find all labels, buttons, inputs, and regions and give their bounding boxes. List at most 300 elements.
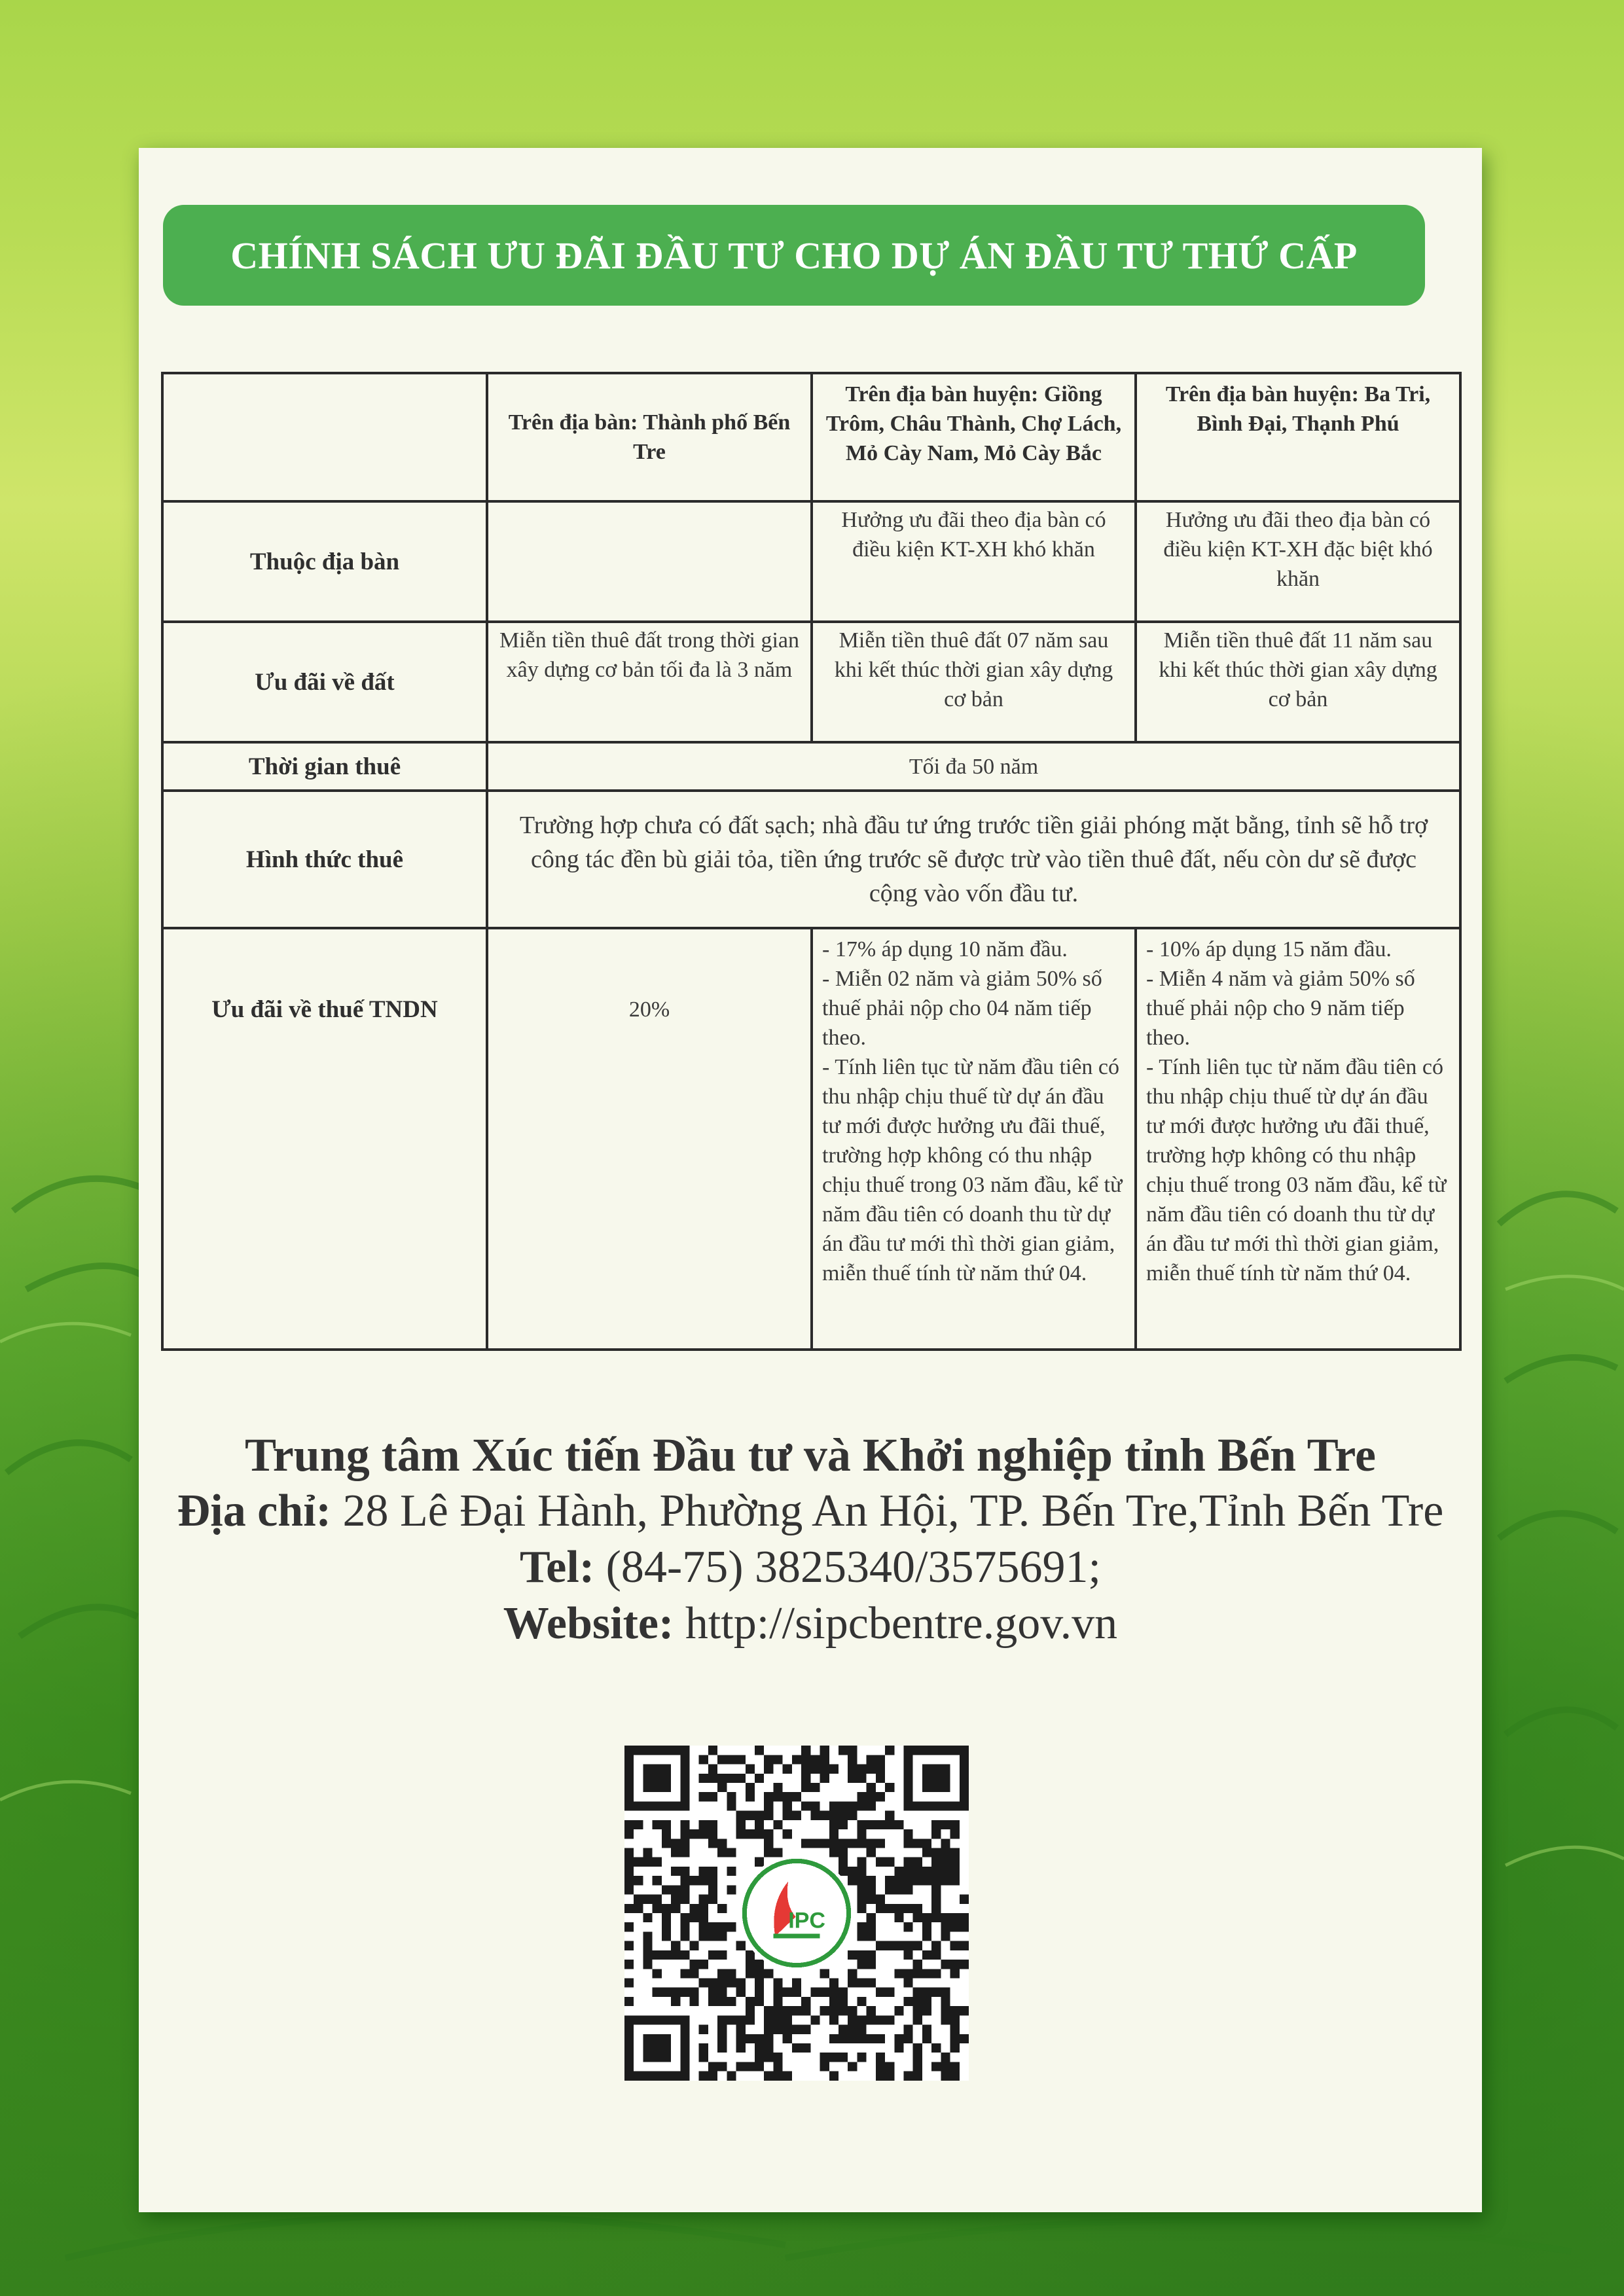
qr-module: [903, 2034, 912, 2043]
qr-module: [894, 1885, 903, 1894]
qr-module: [783, 2034, 792, 2043]
qr-module: [690, 1913, 699, 1922]
qr-module: [857, 1997, 866, 2006]
qr-module: [848, 1969, 857, 1978]
qr-module: [839, 2006, 848, 2015]
qr-module: [950, 1913, 960, 1922]
qr-module: [950, 1820, 960, 1829]
qr-module: [885, 1811, 894, 1820]
qr-module: [690, 1876, 699, 1885]
qr-module: [773, 1988, 782, 1997]
qr-module: [820, 2006, 829, 2015]
qr-module: [643, 1960, 652, 1969]
qr-module: [922, 2025, 931, 2034]
qr-module: [960, 1941, 969, 1950]
qr-module: [894, 1867, 903, 1876]
qr-module: [662, 1820, 671, 1829]
qr-module: [680, 1913, 689, 1922]
qr-module: [950, 2025, 960, 2034]
qr-module: [950, 2043, 960, 2053]
qr-module: [764, 1839, 773, 1848]
qr-module: [810, 2015, 820, 2024]
qr-module: [839, 1746, 848, 1755]
qr-module: [746, 1783, 755, 1792]
qr-module: [913, 1960, 922, 1969]
qr-module: [885, 1820, 894, 1829]
qr-module: [773, 1755, 782, 1764]
qr-module: [708, 1839, 717, 1848]
qr-module: [801, 2006, 810, 2015]
qr-module: [885, 1783, 894, 1792]
qr-module: [624, 1885, 634, 1894]
qr-module: [941, 1960, 950, 1969]
qr-module: [848, 1979, 857, 1988]
qr-module: [746, 1997, 755, 2006]
qr-module: [857, 1904, 866, 1913]
qr-module: [717, 2034, 727, 2043]
header-cell-empty: [162, 373, 487, 501]
qr-module: [717, 1755, 727, 1764]
qr-module: [717, 1783, 727, 1792]
qr-module: [755, 1820, 764, 1829]
qr-module: [876, 1792, 885, 1801]
qr-module: [792, 1755, 801, 1764]
qr-module: [643, 1950, 652, 1960]
qr-module: [867, 1895, 876, 1904]
qr-module: [867, 2015, 876, 2024]
qr-module: [922, 1969, 931, 1978]
qr-module: [903, 1876, 912, 1885]
qr-module: [829, 1820, 839, 1829]
qr-module: [634, 1820, 643, 1829]
qr-module: [848, 1950, 857, 1960]
qr-module: [680, 1885, 689, 1894]
qr-module: [671, 1997, 680, 2006]
qr-module: [717, 1950, 727, 1960]
qr-module: [894, 1876, 903, 1885]
qr-module: [913, 1857, 922, 1867]
qr-module: [801, 1801, 810, 1810]
title-banner: [163, 205, 1425, 306]
qr-module: [708, 1950, 717, 1960]
qr-module: [867, 1950, 876, 1960]
qr-module: [792, 1988, 801, 1997]
qr-module: [671, 1895, 680, 1904]
qr-module: [913, 2006, 922, 2015]
qr-module: [717, 1997, 727, 2006]
qr-module: [773, 1979, 782, 1988]
qr-module: [857, 1876, 866, 1885]
qr-module: [801, 1997, 810, 2006]
qr-module: [950, 1922, 960, 1931]
qr-module: [876, 1941, 885, 1950]
header-cell-ben-tre-city: Trên địa bàn: Thành phố Bến Tre: [487, 373, 812, 501]
qr-module: [764, 1969, 773, 1978]
qr-module: [717, 2015, 727, 2024]
qr-module: [950, 1829, 960, 1839]
qr-module: [931, 1941, 941, 1950]
qr-module: [624, 1820, 634, 1829]
qr-module: [857, 1885, 866, 1894]
qr-module: [810, 1839, 820, 1848]
qr-module: [950, 1857, 960, 1867]
qr-module: [634, 1857, 643, 1867]
qr-module: [699, 2043, 708, 2053]
investment-incentive-table: [161, 372, 1462, 1351]
qr-module: [894, 2006, 903, 2015]
header-cell-districts-group-1: Trên địa bàn huyện: Giồng Trôm, Châu Thành, Chợ Lách, Mỏ Cày Nam, Mỏ Cày Bắc: [812, 373, 1136, 501]
qr-module: [950, 1867, 960, 1876]
qr-module: [624, 1904, 634, 1913]
qr-module: [764, 1755, 773, 1764]
cell-thue-c1: 20%: [487, 928, 812, 1350]
table-row: [162, 622, 1460, 742]
qr-module: [931, 1848, 941, 1857]
qr-module: [680, 1969, 689, 1978]
qr-module: [876, 2062, 885, 2071]
qr-module: [690, 1960, 699, 1969]
qr-module: [727, 1997, 736, 2006]
qr-module: [867, 1913, 876, 1922]
qr-module: [839, 1988, 848, 1997]
qr-module: [913, 1913, 922, 1922]
qr-module: [931, 1904, 941, 1913]
qr-module: [857, 1922, 866, 1931]
qr-module: [671, 1988, 680, 1997]
qr-module: [848, 2034, 857, 2043]
qr-module: [867, 1820, 876, 1829]
sipc-logo: [739, 1856, 854, 1971]
qr-module: [950, 1969, 960, 1978]
qr-module: [708, 1867, 717, 1876]
qr-module: [727, 1885, 736, 1894]
qr-module: [820, 1839, 829, 1848]
qr-module: [885, 1746, 894, 1755]
qr-module: [848, 1839, 857, 1848]
qr-module: [857, 1857, 866, 1867]
qr-module: [894, 2043, 903, 2053]
list-item: - 10% áp dụng 15 năm đầu.: [1146, 937, 1392, 961]
qr-module: [876, 1765, 885, 1774]
qr-module: [662, 1904, 671, 1913]
qr-module: [690, 1904, 699, 1913]
qr-module: [662, 1885, 671, 1894]
qr-module: [717, 2025, 727, 2034]
qr-module: [941, 2072, 950, 2081]
qr-module: [820, 1811, 829, 1820]
qr-module: [848, 2015, 857, 2024]
qr-module: [764, 1829, 773, 1839]
qr-module: [746, 2062, 755, 2071]
qr-module: [867, 1783, 876, 1792]
qr-module: [913, 2053, 922, 2062]
qr-module: [839, 1857, 848, 1867]
qr-module: [764, 2053, 773, 2062]
qr-module: [801, 1765, 810, 1774]
qr-module: [876, 2072, 885, 2081]
qr-module: [773, 1783, 782, 1792]
qr-module: [829, 1979, 839, 1988]
qr-module: [783, 1811, 792, 1820]
row-label-dia-ban: Thuộc địa bàn: [162, 501, 487, 622]
qr-module: [680, 1922, 689, 1931]
website-line: [139, 1596, 1482, 1652]
qr-module: [699, 1895, 708, 1904]
qr-module: [876, 1755, 885, 1764]
qr-module: [941, 1988, 950, 1997]
qr-module: [829, 2034, 839, 2043]
qr-module: [950, 2072, 960, 2081]
qr-module: [903, 1857, 912, 1867]
qr-module: [931, 1867, 941, 1876]
qr-module: [931, 1950, 941, 1960]
qr-module: [727, 2015, 736, 2024]
qr-module: [903, 1969, 912, 1978]
qr-module: [783, 2006, 792, 2015]
qr-module: [708, 1931, 717, 1941]
qr-module: [792, 2025, 801, 2034]
qr-module: [941, 2015, 950, 2024]
qr-module: [867, 1931, 876, 1941]
qr-module: [773, 1997, 782, 2006]
qr-module: [857, 1895, 866, 1904]
qr-module: [653, 1969, 662, 1978]
qr-module: [727, 1792, 736, 1801]
qr-module: [783, 1765, 792, 1774]
qr-module: [717, 1774, 727, 1783]
qr-module: [755, 1988, 764, 1997]
qr-module: [680, 1931, 689, 1941]
qr-module: [876, 1895, 885, 1904]
qr-module: [903, 1829, 912, 1839]
qr-module: [903, 1867, 912, 1876]
qr-module: [820, 2053, 829, 2062]
qr-module: [746, 1765, 755, 1774]
qr-module: [764, 1811, 773, 1820]
qr-module: [708, 1765, 717, 1774]
qr-code[interactable]: [624, 1745, 969, 2081]
qr-module: [885, 2072, 894, 2081]
qr-module: [903, 1979, 912, 1988]
qr-module: [839, 2025, 848, 2034]
qr-module: [671, 1950, 680, 1960]
qr-module: [736, 1941, 746, 1950]
qr-module: [876, 2015, 885, 2024]
qr-module: [708, 1885, 717, 1894]
qr-module: [764, 2006, 773, 2015]
qr-module: [867, 2034, 876, 2043]
qr-module: [810, 1988, 820, 1997]
qr-module: [867, 1922, 876, 1931]
qr-module: [699, 1755, 708, 1764]
qr-module: [839, 1801, 848, 1810]
qr-module: [801, 1839, 810, 1848]
qr-module: [941, 1931, 950, 1941]
qr-module: [773, 2015, 782, 2024]
qr-module: [960, 1922, 969, 1931]
cell-dia-ban-c3: Hưởng ưu đãi theo địa bàn có điều kiện KT-XH đặc biệt khó khăn: [1136, 501, 1460, 622]
qr-module: [624, 1848, 634, 1857]
table-row: [162, 791, 1460, 928]
qr-module: [736, 1988, 746, 1997]
qr-module: [857, 1774, 866, 1783]
qr-module: [680, 1848, 689, 1857]
row-label-dat: Ưu đãi về đất: [162, 622, 487, 742]
qr-module: [867, 1876, 876, 1885]
qr-module: [746, 1960, 755, 1969]
qr-module: [643, 1913, 652, 1922]
qr-module: [931, 1829, 941, 1839]
qr-module: [857, 2053, 866, 2062]
qr-module: [624, 1941, 634, 1950]
qr-module: [913, 1969, 922, 1978]
row-label-thue: Ưu đãi về thuế TNDN: [162, 928, 487, 1350]
qr-module: [950, 1941, 960, 1950]
qr-module: [829, 2015, 839, 2024]
header-cell-districts-group-2: Trên địa bàn huyện: Ba Tri, Bình Đại, Thạnh Phú: [1136, 373, 1460, 501]
qr-module: [653, 1876, 662, 1885]
cell-dat-c1: Miễn tiền thuê đất trong thời gian xây dựng cơ bản tối đa là 3 năm: [487, 622, 812, 742]
cell-dia-ban-c1: [487, 501, 812, 622]
qr-module: [671, 1941, 680, 1950]
qr-module: [960, 1895, 969, 1904]
qr-module: [885, 1857, 894, 1867]
qr-module: [913, 2015, 922, 2024]
qr-module: [727, 1848, 736, 1857]
table-row: [162, 742, 1460, 791]
qr-module: [867, 1960, 876, 1969]
qr-module: [885, 1885, 894, 1894]
qr-module: [839, 1997, 848, 2006]
qr-module: [662, 1913, 671, 1922]
cell-hinh-thuc-value: Trường hợp chưa có đất sạch; nhà đầu tư ứng trước tiền giải phóng mặt bằng, tỉnh sẽ hỗ trợ công tác đền bù giải tỏa, tiền ứng trước sẽ được trừ vào tiền thuê đất, nếu còn dư sẽ được cộng vào vốn đầu tư.: [487, 791, 1460, 928]
qr-module: [876, 1988, 885, 1997]
qr-module: [764, 2043, 773, 2053]
qr-module: [941, 1922, 950, 1931]
qr-module: [931, 1913, 941, 1922]
cell-dat-c2: Miễn tiền thuê đất 07 năm sau khi kết thúc thời gian xây dựng cơ bản: [812, 622, 1136, 742]
qr-module: [829, 1839, 839, 1848]
qr-module: [717, 1988, 727, 1997]
qr-module: [913, 1997, 922, 2006]
organization-name: Trung tâm Xúc tiến Đầu tư và Khởi nghiệp tỉnh Bến Tre: [245, 1429, 1376, 1481]
qr-module: [950, 1960, 960, 1969]
qr-module: [857, 1979, 866, 1988]
qr-module: [671, 1904, 680, 1913]
qr-module: [736, 2015, 746, 2024]
qr-module: [931, 1988, 941, 1997]
qr-module: [662, 1988, 671, 1997]
qr-module: [903, 1839, 912, 1848]
qr-module: [857, 1765, 866, 1774]
qr-module: [736, 2025, 746, 2034]
qr-module: [699, 2053, 708, 2062]
qr-module: [755, 1774, 764, 1783]
qr-module: [820, 1765, 829, 1774]
qr-module: [867, 1839, 876, 1848]
qr-module: [708, 1988, 717, 1997]
qr-module: [662, 1950, 671, 1960]
qr-module: [885, 1988, 894, 1997]
cell-dia-ban-c2: Hưởng ưu đãi theo địa bàn có điều kiện KT-XH khó khăn: [812, 501, 1136, 622]
qr-module: [653, 1857, 662, 1867]
qr-module: [903, 1997, 912, 2006]
tel-label: Tel:: [520, 1542, 595, 1592]
qr-module: [941, 1848, 950, 1857]
qr-module: [755, 1857, 764, 1867]
tel-line: [139, 1539, 1482, 1596]
qr-module: [717, 1931, 727, 1941]
qr-module: [922, 1931, 931, 1941]
qr-module: [680, 1839, 689, 1848]
qr-module: [764, 1801, 773, 1810]
qr-module: [746, 1950, 755, 1960]
qr-module: [894, 1941, 903, 1950]
qr-module: [913, 1876, 922, 1885]
qr-module: [680, 1988, 689, 1997]
qr-module: [931, 1820, 941, 1829]
qr-module: [820, 1746, 829, 1755]
qr-module: [699, 1904, 708, 1913]
qr-module: [662, 1931, 671, 1941]
qr-module: [867, 1979, 876, 1988]
qr-module: [913, 2062, 922, 2071]
qr-module: [653, 1988, 662, 1997]
qr-module: [885, 2062, 894, 2071]
qr-module: [699, 1876, 708, 1885]
qr-module: [848, 2062, 857, 2071]
qr-module: [867, 1885, 876, 1894]
qr-module: [792, 1979, 801, 1988]
qr-module: [736, 1979, 746, 1988]
qr-module: [708, 1792, 717, 1801]
qr-module: [903, 1904, 912, 1913]
qr-module: [913, 1839, 922, 1848]
qr-module: [755, 1811, 764, 1820]
qr-module: [643, 1848, 652, 1857]
qr-module: [634, 1895, 643, 1904]
row-label-thoi-gian: Thời gian thuê: [162, 742, 487, 791]
qr-module: [699, 1922, 708, 1931]
website-link[interactable]: http://sipcbentre.gov.vn: [674, 1598, 1118, 1649]
qr-module: [894, 1904, 903, 1913]
qr-module: [783, 1801, 792, 1810]
address-label: Địa chỉ:: [177, 1486, 331, 1536]
qr-module: [913, 1941, 922, 1950]
qr-module: [848, 1774, 857, 1783]
qr-finder-top-left: [624, 1746, 690, 1811]
qr-module: [773, 1848, 782, 1857]
qr-module: [764, 2015, 773, 2024]
qr-module: [857, 1950, 866, 1960]
qr-module: [839, 1867, 848, 1876]
qr-module: [671, 1839, 680, 1848]
qr-module: [960, 1960, 969, 1969]
qr-module: [708, 2062, 717, 2071]
qr-module: [839, 1848, 848, 1857]
qr-module: [950, 2034, 960, 2043]
qr-module: [867, 1801, 876, 1810]
qr-module: [727, 1774, 736, 1783]
qr-module: [773, 1820, 782, 1829]
table-header-row: [162, 373, 1460, 501]
qr-module: [708, 1820, 717, 1829]
qr-module: [876, 1857, 885, 1867]
qr-module: [848, 1876, 857, 1885]
qr-finder-bottom-left: [624, 2015, 690, 2081]
qr-module: [736, 1811, 746, 1820]
qr-module: [755, 2053, 764, 2062]
